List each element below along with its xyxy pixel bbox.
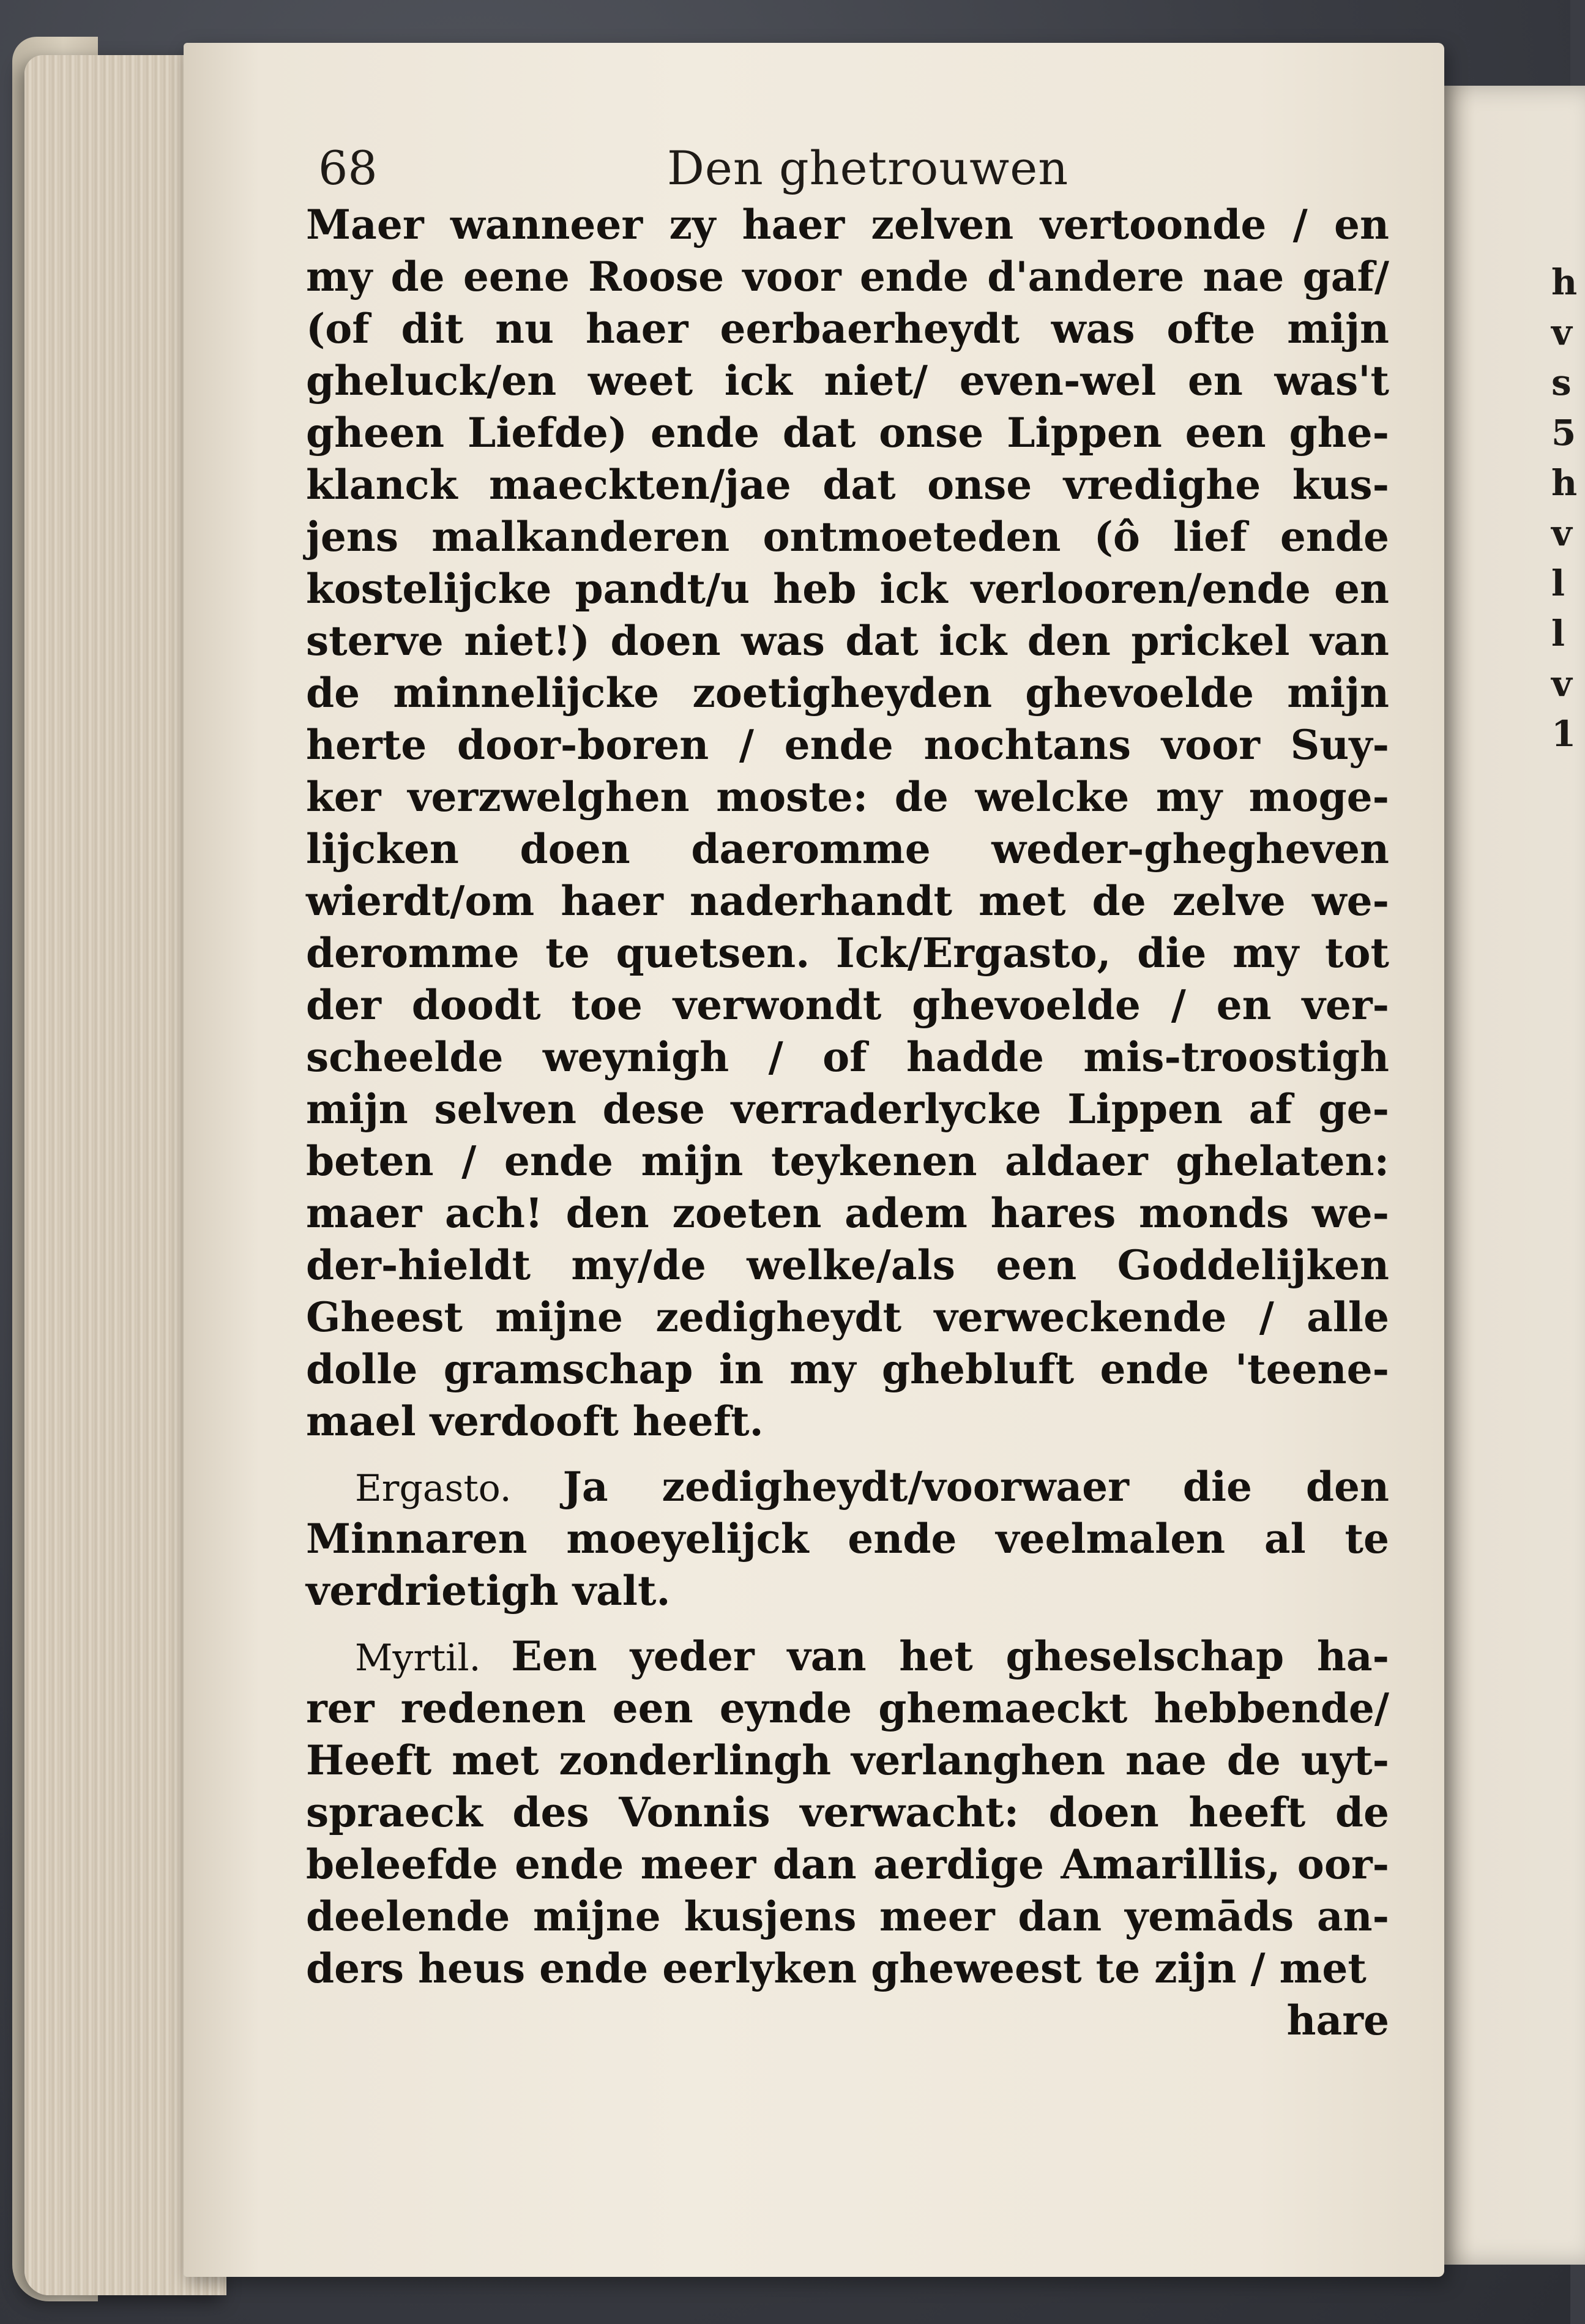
facing-page-glyph: 1	[1551, 713, 1576, 755]
text-line	[306, 719, 1389, 771]
line-text: beleefde ende meer dan aerdige Amarillis, oor-	[306, 1840, 1389, 1888]
running-head: Den ghetrouwen	[667, 141, 1069, 195]
text-line	[306, 615, 1389, 667]
facing-page-text-fragment	[1551, 257, 1576, 759]
line-text: scheelde weynigh / of hadde mis-troostigh	[306, 1033, 1389, 1081]
line-text: klanck maeckten/jae dat onse vredighe kus-	[306, 461, 1389, 509]
text-line	[306, 1239, 1389, 1291]
line-text: beten / ende mijn teykenen aldaer ghelaten:	[306, 1137, 1389, 1185]
line-text: Maer wanneer zy haer zelven vertoonde / en	[306, 201, 1389, 248]
text-line	[306, 1031, 1389, 1083]
line-text: maer ach! den zoeten adem hares monds we-	[306, 1189, 1389, 1237]
text-line	[306, 355, 1389, 407]
text-line	[306, 927, 1389, 979]
line-text: ker verzwelghen moste: de welcke my moge-	[306, 773, 1389, 821]
line-text: spraeck des Vonnis verwacht: doen heeft de	[306, 1788, 1389, 1836]
text-line	[306, 1513, 1389, 1565]
speaker-name: Myrtil.	[355, 1637, 512, 1679]
line-text: der-hieldt my/de welke/als een Goddelijken	[306, 1241, 1389, 1289]
text-line	[306, 1943, 1389, 1995]
text-line	[306, 1187, 1389, 1239]
facing-page-glyph: h	[1551, 462, 1578, 504]
facing-page-glyph: v	[1551, 512, 1572, 554]
text-line	[306, 251, 1389, 303]
text-line	[306, 1083, 1389, 1135]
line-text: mijn selven dese verraderlycke Lippen af ge-	[306, 1085, 1389, 1133]
facing-page-glyph: v	[1551, 663, 1572, 704]
text-line	[306, 1683, 1389, 1735]
line-text: gheen Liefde) ende dat onse Lippen een ghe-	[306, 409, 1389, 457]
text-line	[306, 459, 1389, 511]
facing-page-glyph: h	[1551, 261, 1578, 303]
text-line	[306, 823, 1389, 875]
page-body-text	[306, 199, 1389, 2047]
page-number: 68	[318, 141, 378, 195]
text-line	[306, 563, 1389, 615]
line-text: verdrietigh valt.	[306, 1567, 671, 1615]
text-line	[306, 1735, 1389, 1787]
line-text: dolle gramschap in my ghebluft ende 'teene-	[306, 1345, 1389, 1393]
line-text: my de eene Roose voor ende d'andere nae gaf/	[306, 253, 1389, 301]
facing-page-glyph: s	[1551, 362, 1572, 403]
line-text: deelende mijne kusjens meer dan yemāds an-	[306, 1892, 1389, 1940]
paragraph-gap	[306, 1617, 1389, 1631]
text-line	[306, 1135, 1389, 1187]
text-line	[306, 979, 1389, 1031]
text-line	[306, 1631, 1389, 1683]
line-text: Een yeder van het gheselschap ha-	[511, 1632, 1389, 1680]
text-line	[306, 1891, 1389, 1943]
catchword: hare	[1286, 1997, 1389, 2044]
facing-page-glyph: l	[1551, 562, 1565, 604]
text-line	[306, 303, 1389, 355]
line-text: gheluck/en weet ick niet/ even-wel en was't	[306, 357, 1389, 405]
line-text: jens malkanderen ontmoeteden (ô lief ende	[306, 513, 1389, 561]
line-text: der doodt toe verwondt ghevoelde / en ver-	[306, 981, 1389, 1029]
text-line	[306, 1565, 1389, 1617]
line-text: mael verdooft heeft.	[306, 1397, 764, 1445]
line-text: lijcken doen daeromme weder-ghegheven	[306, 825, 1389, 873]
line-text: de minnelijcke zoetigheyden ghevoelde mijn	[306, 669, 1389, 717]
line-text: kostelijcke pandt/u heb ick verlooren/ende en	[306, 565, 1389, 613]
line-text: Gheest mijne zedigheydt verweckende / alle	[306, 1293, 1389, 1341]
line-text: wierdt/om haer naderhandt met de zelve we-	[306, 877, 1389, 925]
line-text: (of dit nu haer eerbaerheydt was ofte mijn	[306, 305, 1389, 353]
text-line	[306, 771, 1389, 823]
speaker-name: Ergasto.	[355, 1467, 563, 1510]
text-line	[306, 1461, 1389, 1513]
line-text: Ja zedigheydt/voorwaer die den	[562, 1463, 1389, 1511]
text-line	[306, 1343, 1389, 1396]
text-line	[306, 667, 1389, 719]
text-line	[306, 199, 1389, 251]
text-line	[306, 1396, 1389, 1448]
facing-page-glyph: v	[1551, 312, 1572, 353]
facing-page-glyph: 5	[1551, 412, 1576, 454]
text-line	[306, 511, 1389, 563]
line-text: deromme te quetsen. Ick/Ergasto, die my tot	[306, 929, 1389, 977]
text-line	[306, 1787, 1389, 1839]
page-header	[318, 141, 1114, 208]
paragraph-gap	[306, 1448, 1389, 1461]
text-line	[306, 875, 1389, 927]
line-text: Heeft met zonderlingh verlanghen nae de uyt-	[306, 1736, 1389, 1784]
text-line	[306, 1291, 1389, 1343]
line-text: ders heus ende eerlyken gheweest te zijn / met	[306, 1945, 1367, 1992]
facing-page-glyph: l	[1551, 613, 1565, 654]
text-line	[306, 407, 1389, 459]
text-line	[306, 1839, 1389, 1891]
line-text: sterve niet!) doen was dat ick den prickel van	[306, 617, 1389, 665]
line-text: rer redenen een eynde ghemaeckt hebbende/	[306, 1684, 1389, 1732]
line-text: herte door-boren / ende nochtans voor Suy-	[306, 721, 1389, 769]
line-text: Minnaren moeyelijck ende veelmalen al te	[306, 1515, 1389, 1563]
